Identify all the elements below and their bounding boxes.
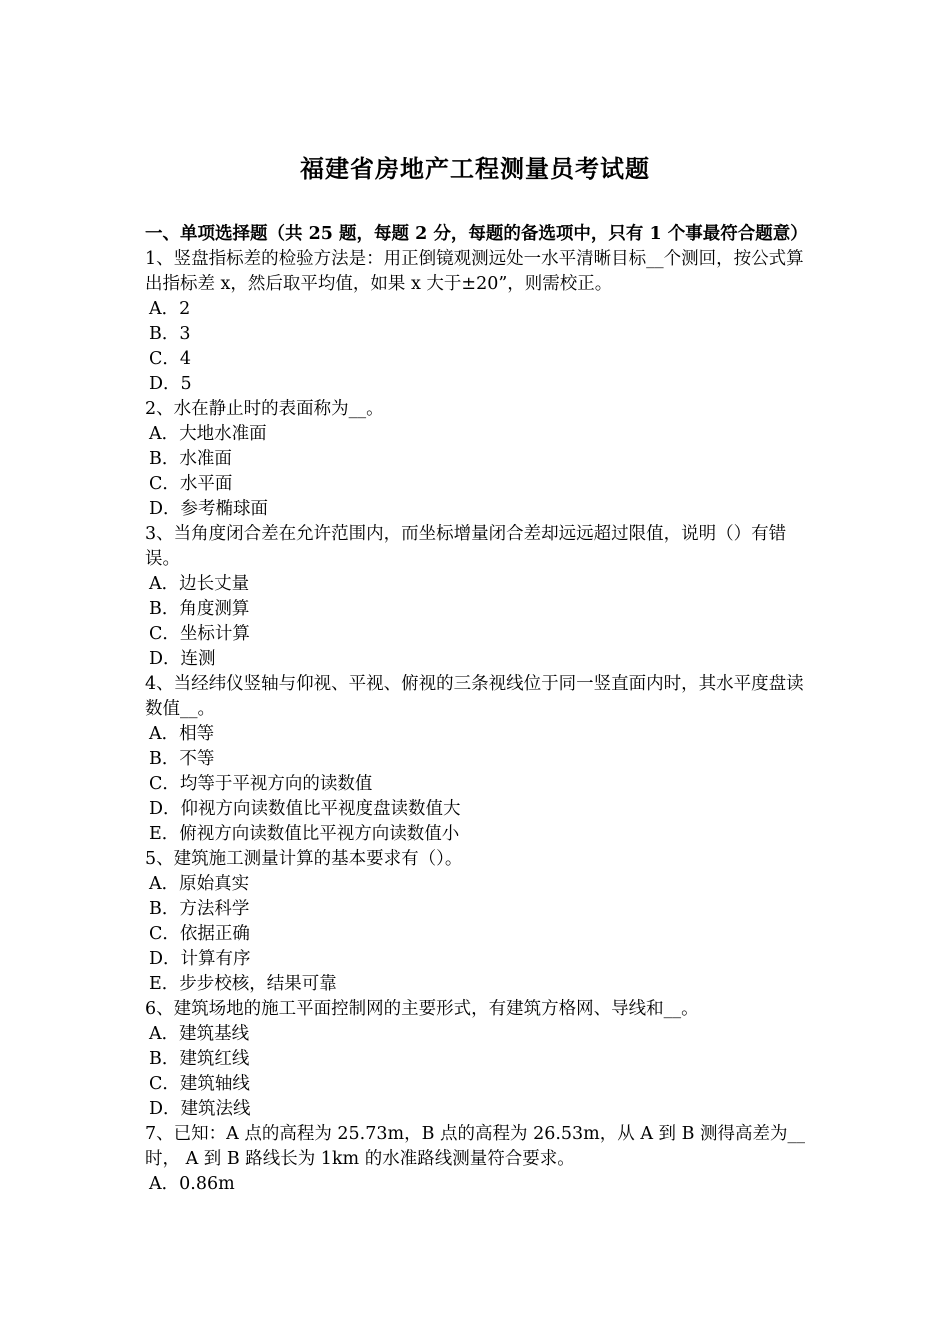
- answer-option: A．0.86m: [149, 1174, 235, 1194]
- question-item: [145, 847, 810, 997]
- answer-option: D．计算有序: [149, 949, 251, 969]
- question-item: [145, 1122, 810, 1197]
- section-heading: 一、单项选择题（共 25 题，每题 2 分，每题的备选项中，只有 1 个事最符合题意）: [145, 224, 808, 244]
- answer-option: C．水平面: [149, 474, 233, 494]
- answer-option: C．建筑轴线: [149, 1074, 250, 1094]
- question-item: [145, 397, 810, 522]
- answer-option: B．角度测算: [149, 599, 250, 619]
- answer-option: A．大地水准面: [149, 424, 267, 444]
- option-list: [145, 872, 810, 997]
- question-text: 3、当角度闭合差在允许范围内，而坐标增量闭合差却远远超过限值，说明（）有错误。: [145, 524, 787, 569]
- question-list: [145, 247, 810, 1197]
- question-text: 5、建筑施工测量计算的基本要求有（）。: [145, 849, 463, 869]
- option-list: [145, 1172, 810, 1197]
- answer-option: B．水准面: [149, 449, 232, 469]
- answer-option: C．依据正确: [149, 924, 250, 944]
- question-text: 6、建筑场地的施工平面控制网的主要形式，有建筑方格网、导线和__。: [145, 999, 699, 1019]
- option-list: [145, 297, 810, 397]
- document-body: [145, 222, 810, 1197]
- answer-option: B．3: [149, 324, 191, 344]
- question-item: [145, 997, 810, 1122]
- answer-option: A．相等: [149, 724, 215, 744]
- option-list: [145, 1022, 810, 1122]
- document-title: 福建省房地产工程测量员考试题: [300, 154, 650, 183]
- answer-option: A．原始真实: [149, 874, 250, 894]
- answer-option: D．建筑法线: [149, 1099, 251, 1119]
- answer-option: C．4: [149, 349, 192, 369]
- question-item: [145, 247, 810, 397]
- answer-option: B．建筑红线: [149, 1049, 250, 1069]
- question-text: 2、水在静止时的表面称为__。: [145, 399, 384, 419]
- answer-option: D．连测: [149, 649, 216, 669]
- answer-option: B．不等: [149, 749, 215, 769]
- answer-option: C．坐标计算: [149, 624, 250, 644]
- answer-option: A．2: [149, 299, 191, 319]
- answer-option: E．步步校核，结果可靠: [149, 974, 337, 994]
- answer-option: C．均等于平视方向的读数值: [149, 774, 373, 794]
- option-list: [145, 572, 810, 672]
- answer-option: A．建筑基线: [149, 1024, 250, 1044]
- question-item: [145, 672, 810, 847]
- answer-option: D．5: [149, 374, 192, 394]
- answer-option: D．参考椭球面: [149, 499, 269, 519]
- option-list: [145, 722, 810, 847]
- question-text: 7、已知：A 点的高程为 25.73m，B 点的高程为 26.53m，从 A 到 B 测得高差为__时， A 到 B 路线长为 1km 的水准路线测量符合要求。: [145, 1124, 806, 1169]
- option-list: [145, 422, 810, 522]
- answer-option: A．边长丈量: [149, 574, 250, 594]
- question-item: [145, 522, 810, 672]
- question-text: 1、竖盘指标差的检验方法是：用正倒镜观测远处一水平清晰目标__个测回，按公式算出指标差 x，然后取平均值，如果 x 大于±20”，则需校正。: [145, 249, 804, 294]
- answer-option: B．方法科学: [149, 899, 250, 919]
- answer-option: D．仰视方向读数值比平视度盘读数值大: [149, 799, 461, 819]
- question-text: 4、当经纬仪竖轴与仰视、平视、俯视的三条视线位于同一竖直面内时，其水平度盘读数值__。: [145, 674, 804, 719]
- answer-option: E．俯视方向读数值比平视方向读数值小: [149, 824, 460, 844]
